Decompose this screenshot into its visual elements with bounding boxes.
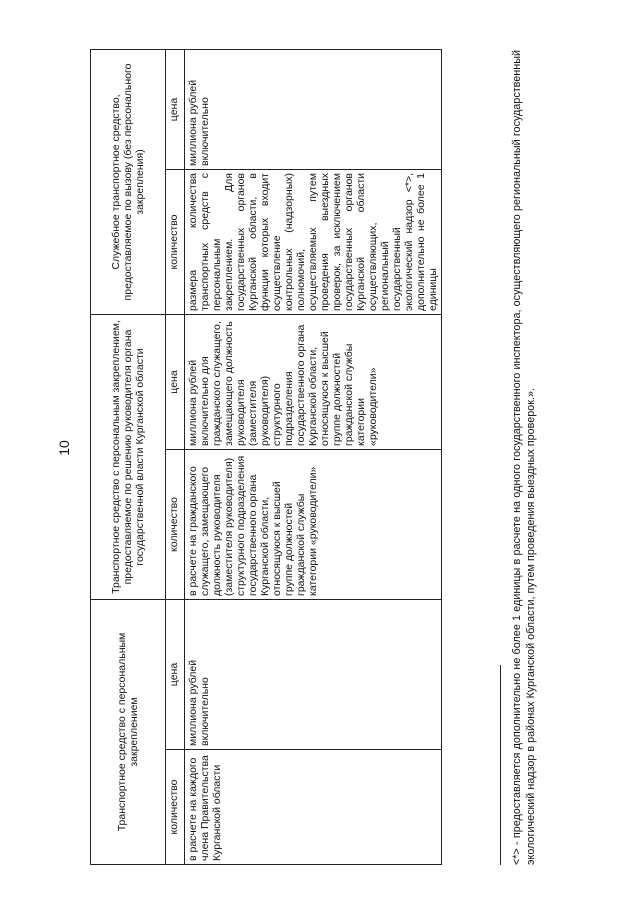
subheader-quantity-2: количество [166,450,185,600]
subheader-price-1: цена [166,600,185,750]
cell-price-2: миллиона рублей включительно для гражданского служащего, замещающего должность руководителя (заместителя руководителя) структурного подразделения государственного органа Курганской области, относящуюся к высшей группе должностей гражданской службы категории «руководители» [185,315,442,450]
group-header-by-decision: Транспортное средство с персональным закреплением, предоставляемое по решению руководителя органа государственной власти Курганской области [91,315,166,600]
group-header-on-call: Служебное транспортное средство, предоставляемое по вызову (без персонального закрепления) [91,49,166,314]
subheader-quantity-1: количество [166,750,185,865]
cell-quantity-1: в расчете на каждого члена Правительства Курганской области [185,750,442,865]
cell-quantity-3: размера количества транспортных средств с персональным закреплением. Для государственных органов Курганской области, в функции которых входит осуществление контрольных (надзорных) полномочий, осуществляемых путем проведения выездных проверок, за исключением государственных органов Курганской области осуществляющих, региональный государственный экологический надзор <*>, дополнительно не более 1 единицы [185,170,442,315]
subheader-price-2: цена [166,315,185,450]
subheader-price-3: цена [166,49,185,169]
cell-price-1: миллиона рублей включительно [185,600,442,750]
cell-price-3: миллиона рублей включительно [185,49,442,169]
cell-quantity-2: в расчете на гражданского служащего, замещающего должность руководителя (заместителя руководителя) структурного подразделения государственного органа Курганской области, относящуюся к высшей группе должностей гражданской службы категории «руководители» [185,450,442,600]
footnote-separator [500,665,501,865]
page-number: 10 [55,440,72,456]
vehicle-norms-table [90,49,442,865]
rotated-table-wrapper [90,50,442,865]
group-header-personal: Транспортное средство с персональным закреплением [91,600,166,865]
footnote: <*> - предоставляется дополнительно не более 1 единицы в расчете на одного государственного инспектора, осуществляющего региональный государственный экологический надзор в районах Курганской области, путем проведения выездных проверок.». [511,50,537,865]
subheader-quantity-3: количество [166,170,185,315]
